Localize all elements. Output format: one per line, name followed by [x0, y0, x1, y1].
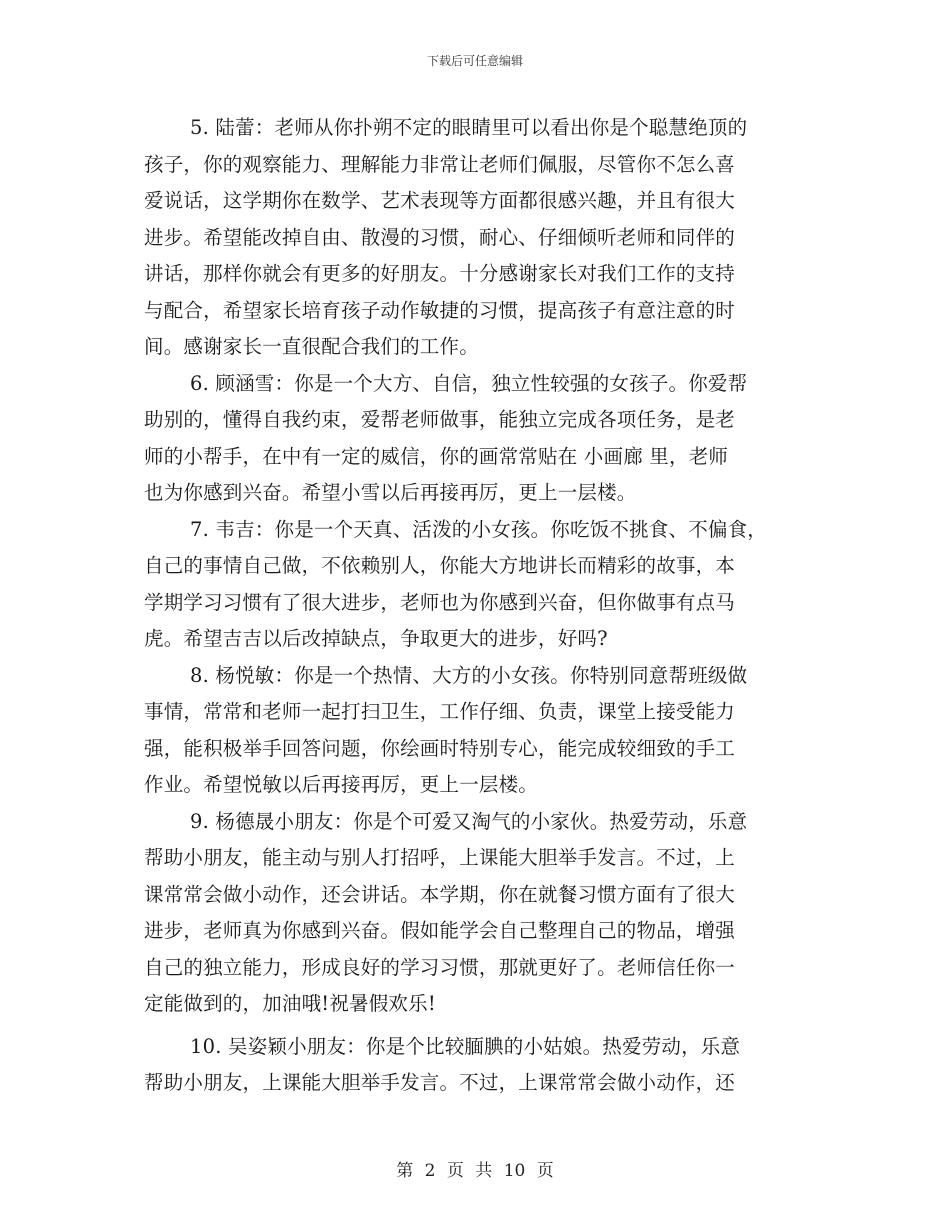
text-line: 自己的事情自己做，不依赖别人，你能大方地讲长而精彩的故事，本 — [144, 554, 736, 577]
text-line: 事情，常常和老师一起打扫卫生，工作仔细、负责，课堂上接受能力 — [144, 700, 736, 723]
paragraph-comment-8 — [144, 658, 816, 804]
paragraph-comment-6 — [144, 366, 816, 512]
text-line: 间。感谢家长一直很配合我们的工作。 — [144, 335, 479, 358]
text-line: 进步，老师真为你感到兴奋。假如能学会自己整理自己的物品，增强 — [144, 919, 736, 942]
text-line: 与配合，希望家长培育孩子动作敏捷的习惯，提高孩子有意注意的时 — [144, 298, 736, 322]
text-line: 孩子，你的观察能力、理解能力非常让老师们佩服，尽管你不怎么喜 — [144, 152, 736, 176]
text-line: 10. 吴姿颖小朋友：你是个比较腼腆的小姑娘。热爱劳动，乐意 — [190, 1034, 741, 1058]
text-line: 强，能积极举手回答问题，你绘画时特别专心，能完成较细致的手工 — [144, 736, 736, 760]
text-line: 7. 韦吉：你是一个天真、活泼的小女孩。你吃饭不挑食、不偏食， — [190, 517, 768, 541]
text-line: 作业。希望悦敏以后再接再厉，更上一层楼。 — [144, 773, 539, 796]
text-line: 8. 杨悦敏：你是一个热情、大方的小女孩。你特别同意帮班级做 — [190, 663, 748, 687]
text-line: 学期学习习惯有了很大进步，老师也为你感到兴奋，但你做事有点马 — [144, 590, 736, 614]
text-line: 助别的，懂得自我约束，爱帮老师做事，能独立完成各项任务，是老 — [144, 408, 736, 431]
text-line: 帮助小朋友，上课能大胆举手发言。不过，上课常常会做小动作，还 — [144, 1071, 736, 1094]
text-line: 自己的独立能力，形成良好的学习习惯，那就更好了。老师信任你一 — [144, 955, 736, 979]
text-line: 定能做到的，加油哦!祝暑假欢乐! — [144, 992, 436, 1015]
text-line: 虎。希望吉吉以后改掉缺点，争取更大的进步，好吗? — [144, 627, 608, 650]
text-line: 爱说话，这学期你在数学、艺术表现等方面都很感兴趣，并且有很大 — [144, 189, 736, 212]
text-line: 5. 陆蕾：老师从你扑朔不定的眼睛里可以看出你是个聪慧绝顶的 — [190, 116, 748, 139]
paragraph-comment-5 — [144, 110, 816, 366]
document-body — [144, 110, 816, 1102]
paragraph-comment-10 — [144, 1029, 816, 1102]
paragraph-comment-7 — [144, 512, 816, 658]
page-header: 下载后可任意编辑 — [426, 54, 523, 68]
text-line: 帮助小朋友，能主动与别人打招呼，上课能大胆举手发言。不过，上 — [144, 846, 736, 869]
paragraph-comment-9 — [144, 804, 816, 1023]
text-line: 课常常会做小动作，还会讲话。本学期，你在就餐习惯方面有了很大 — [144, 882, 736, 906]
text-line: 9. 杨德晟小朋友：你是个可爱又淘气的小家伙。热爱劳动，乐意 — [190, 809, 748, 833]
text-line: 进步。希望能改掉自由、散漫的习惯，耐心、仔细倾听老师和同伴的 — [144, 225, 736, 249]
page-number-footer: 第 2 页 共 10 页 — [396, 1161, 554, 1181]
text-line: 讲话，那样你就会有更多的好朋友。十分感谢家长对我们工作的支持 — [144, 262, 736, 285]
text-line: 6. 顾涵雪：你是一个大方、自信，独立性较强的女孩子。你爱帮 — [190, 371, 748, 395]
text-line: 师的小帮手，在中有一定的威信，你的画常常贴在 小画廊 里，老师 — [144, 444, 729, 468]
text-line: 也为你感到兴奋。希望小雪以后再接再厉，更上一层楼。 — [144, 481, 637, 504]
